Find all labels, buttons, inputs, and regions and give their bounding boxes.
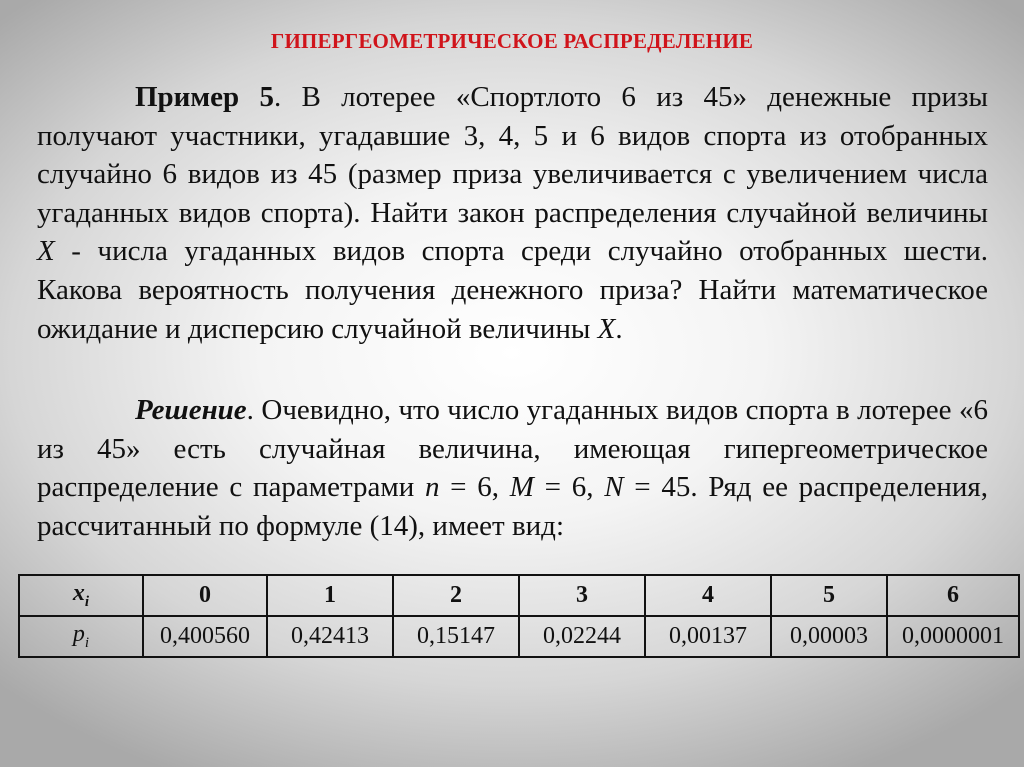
x-header: $x_i$ (72, 580, 90, 610)
table-row-x (19, 575, 1019, 616)
param-m: M (509, 471, 534, 504)
p-value-cell: 0,02244 (519, 616, 645, 657)
x-value-cell: 5 (771, 575, 887, 616)
example-text-1: . В лотерее «Спортлото 6 из 45» денежные призы получают участники, угадавшие 3, 4, 5 и 6 видов спорта из отобранных случайно 6 видов из 45 (размер приза увеличивается с увеличением числа угаданных видов спорта). Найти закон распределения случайной величины (37, 81, 988, 229)
p-value-cell: 0,400560 (143, 616, 267, 657)
slide-title: ГИПЕРГЕОМЕТРИЧЕСКОЕ РАСПРЕДЕЛЕНИЕ (270, 29, 754, 53)
x-value-cell: 2 (393, 575, 519, 616)
solution-eq-3: = 45. Ряд ее распределения, рассчитанный по формуле (14), имеет вид: (37, 471, 989, 542)
p-header-cell (19, 616, 143, 657)
example-text-3: . (615, 312, 623, 345)
x-value-cell: 3 (519, 575, 645, 616)
solution-text-1: . Очевидно, что число угаданных видов спорта в лотерее «6 из 45» есть случайная величина, имеющая гипергеометрическое распределение с параметрами (37, 394, 988, 504)
example-paragraph (37, 78, 988, 348)
x-value-cell: 6 (887, 575, 1019, 616)
example-var-x-1: X (37, 235, 55, 268)
distribution-table (18, 574, 1020, 658)
p-value-cell: 0,00137 (645, 616, 771, 657)
x-value-cell: 1 (267, 575, 393, 616)
p-value-cell: 0,42413 (267, 616, 393, 657)
p-value-cell: 0,15147 (393, 616, 519, 657)
solution-paragraph (37, 391, 988, 545)
solution-eq-1: = 6, (439, 471, 510, 504)
x-value-cell: 0 (143, 575, 267, 616)
p-header: $p_i$ (72, 621, 90, 651)
param-n: n (424, 471, 440, 504)
x-header-cell (19, 575, 143, 616)
p-value-cell: 0,0000001 (887, 616, 1019, 657)
example-text-2: - числа угаданных видов спорта среди случайно отобранных шести. Какова вероятность получения денежного приза? Найти математическое ожидание и дисперсию случайной величины (37, 235, 988, 345)
x-value-cell: 4 (645, 575, 771, 616)
solution-label: Решение (135, 394, 247, 426)
table-row-p (19, 616, 1019, 657)
solution-eq-2: = 6, (533, 471, 605, 504)
example-var-x-2: X (597, 312, 616, 345)
param-n-total: N (604, 471, 624, 504)
p-value-cell: 0,00003 (771, 616, 887, 657)
example-label: Пример 5 (135, 81, 274, 113)
